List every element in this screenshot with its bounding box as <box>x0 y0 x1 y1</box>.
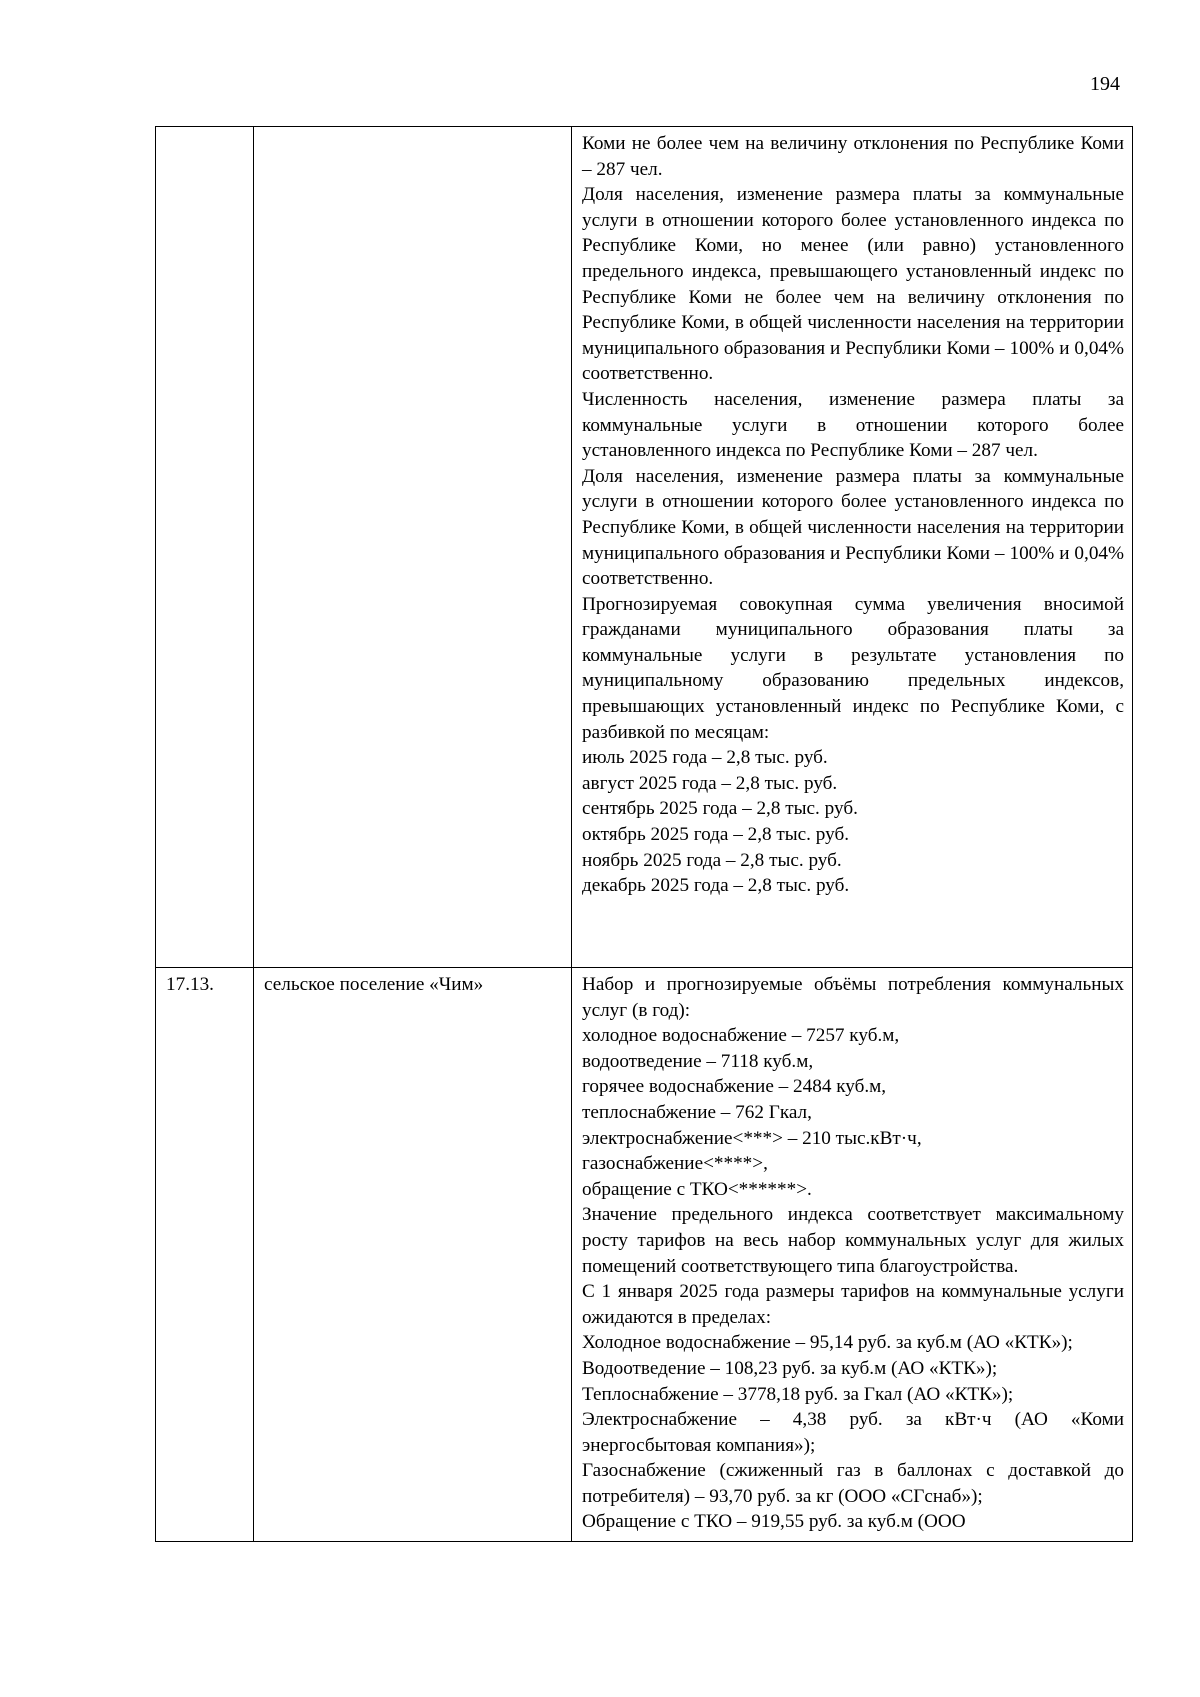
municipality-name-cell <box>254 127 572 968</box>
row-number-cell <box>156 127 254 968</box>
description-paragraph: обращение с ТКО<******>. <box>582 1178 812 1200</box>
description-paragraph: горячее водоснабжение – 2484 куб.м, <box>582 1076 887 1098</box>
description-paragraph: газоснабжение<****>, <box>582 1153 768 1175</box>
description-cell <box>572 127 1133 968</box>
description-paragraph: Теплоснабжение – 3778,18 руб. за Гкал (АО «КТК»); <box>582 1383 1014 1405</box>
row-number-cell: 17.13. <box>156 968 254 1542</box>
table-row-chim <box>156 968 1133 1542</box>
description-paragraph: Коми не более чем на величину отклонения по Республике Коми – 287 чел. <box>582 133 1124 180</box>
description-paragraph: октябрь 2025 года – 2,8 тыс. руб. <box>582 824 850 846</box>
document-table <box>155 126 1133 1542</box>
description-paragraph: Доля населения, изменение размера платы за коммунальные услуги в отношении которого более установленного индекса по Республике Коми, в общей численности населения на территории муниципального образования и Республики Коми – 100% и 0,04% соответственно. <box>582 465 1124 590</box>
description-cell <box>572 968 1133 1542</box>
description-paragraph: Численность населения, изменение размера платы за коммунальные услуги в отношении которого более установленного индекса по Республике Коми – 287 чел. <box>582 388 1124 462</box>
municipality-name-cell: сельское поселение «Чим» <box>254 968 572 1542</box>
description-paragraph: Обращение с ТКО – 919,55 руб. за куб.м (ООО <box>582 1511 966 1533</box>
description-paragraph: Холодное водоснабжение – 95,14 руб. за куб.м (АО «КТК»); <box>582 1332 1073 1354</box>
description-paragraph: Доля населения, изменение размера платы за коммунальные услуги в отношении которого более установленного индекса по Республике Коми, но менее (или равно) установленного предельного индекса, превышающего установленный индекс по Республике Коми не более чем на величину отклонения по Республике Коми, в общей численности населения на территории муниципального образования и Республики Коми – 100% и 0,04% соответственно. <box>582 184 1124 385</box>
page-number: 194 <box>1090 73 1120 95</box>
description-paragraph: июль 2025 года – 2,8 тыс. руб. <box>582 747 828 769</box>
description-paragraph: Набор и прогнозируемые объёмы потребления коммунальных услуг (в год): <box>582 974 1124 1021</box>
description-paragraph: Прогнозируемая совокупная сумма увеличения вносимой гражданами муниципального образования платы за коммунальные услуги в результате установления по муниципальному образованию предельных индексов, превышающих установленный индекс по Республике Коми, с разбивкой по месяцам: <box>582 593 1124 743</box>
description-paragraph: холодное водоснабжение – 7257 куб.м, <box>582 1025 900 1047</box>
description-paragraph: август 2025 года – 2,8 тыс. руб. <box>582 772 838 794</box>
description-paragraph: С 1 января 2025 года размеры тарифов на коммунальные услуги ожидаются в пределах: <box>582 1281 1124 1328</box>
table-row-continued <box>156 127 1133 968</box>
description-paragraph: водоотведение – 7118 куб.м, <box>582 1050 814 1072</box>
description-paragraph: Электроснабжение – 4,38 руб. за кВт·ч (АО «Коми энергосбытовая компания»); <box>582 1409 1124 1456</box>
description-paragraph: Газоснабжение (сжиженный газ в баллонах с доставкой до потребителя) – 93,70 руб. за кг (ООО «СГснаб»); <box>582 1460 1124 1507</box>
description-paragraph: Значение предельного индекса соответствует максимальному росту тарифов на весь набор коммунальных услуг для жилых помещений соответствующего типа благоустройства. <box>582 1204 1124 1277</box>
description-paragraph: электроснабжение<***> – 210 тыс.кВт·ч, <box>582 1127 922 1149</box>
description-paragraph: сентябрь 2025 года – 2,8 тыс. руб. <box>582 798 858 820</box>
description-paragraph: Водоотведение – 108,23 руб. за куб.м (АО «КТК»); <box>582 1357 998 1379</box>
description-paragraph: ноябрь 2025 года – 2,8 тыс. руб. <box>582 849 842 871</box>
description-paragraph: декабрь 2025 года – 2,8 тыс. руб. <box>582 875 850 897</box>
description-paragraph: теплоснабжение – 762 Гкал, <box>582 1101 812 1123</box>
